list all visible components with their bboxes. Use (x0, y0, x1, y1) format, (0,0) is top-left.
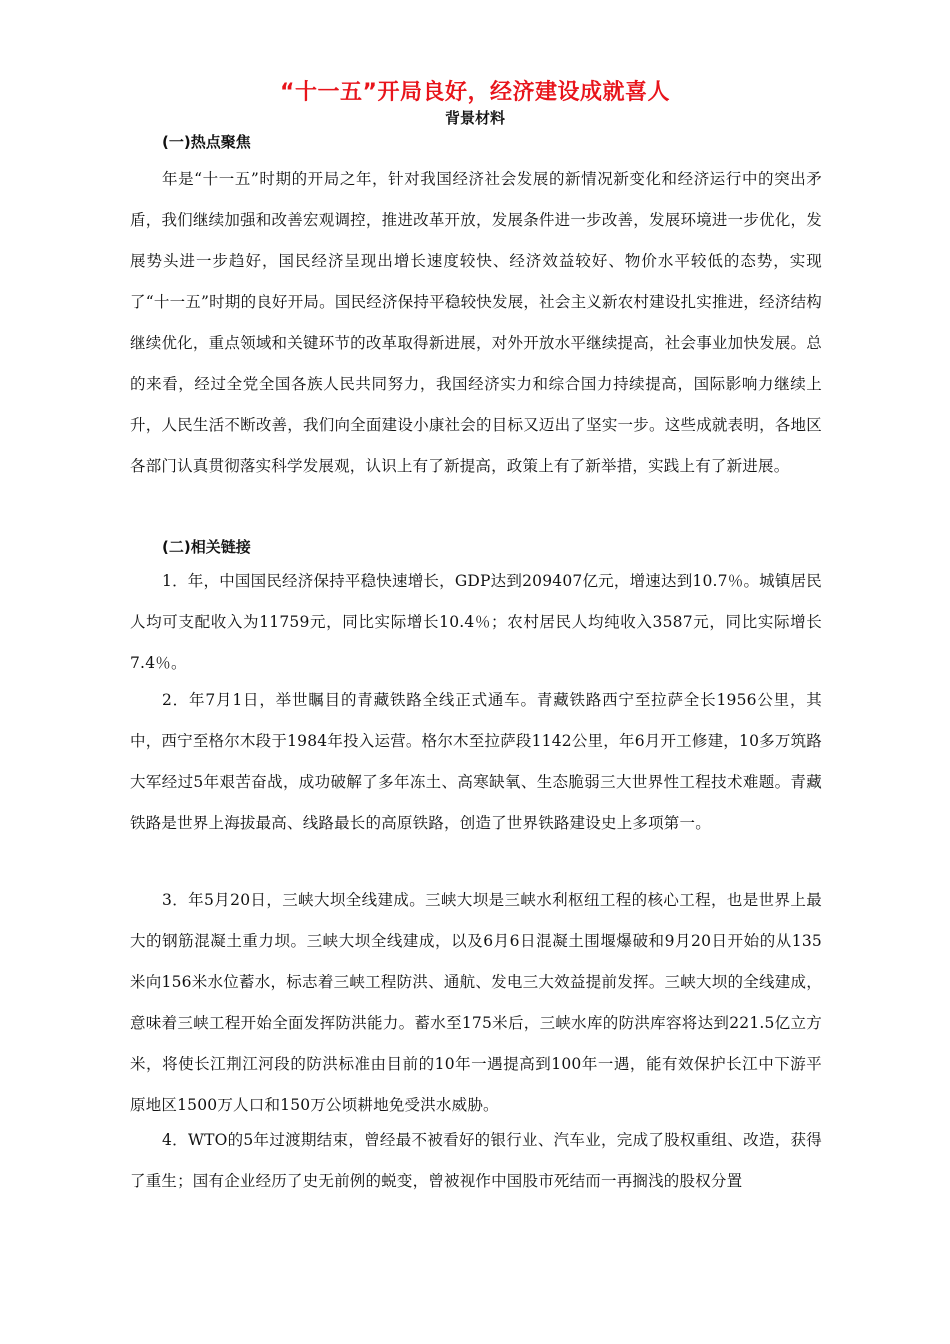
document-subtitle: 背景材料 (444, 109, 505, 127)
section-heading-hot-focus: (一)热点聚焦 (162, 133, 251, 151)
paragraph-hot-focus: 年是“十一五”时期的开局之年，针对我国经济社会发展的新情况新变化和经济运行中的突出矛盾，我们继续加强和改善宏观调控，推进改革开放，发展条件进一步改善，发展环境进一步优化，发展势头进一步趋好，国民经济呈现出增长速度较快、经济效益较好、物价水平较低的态势，实现了“十一五”时期的良好开局。国民经济保持平稳较快发展，社会主义新农村建设扎实推进，经济结构继续优化，重点领域和关键环节的改革取得新进展，对外开放水平继续提高，社会事业加快发展。总的来看，经过全党全国各族人民共同努力，我国经济实力和综合国力持续提高，国际影响力继续上升，人民生活不断改善，我们向全面建设小康社会的目标又迈出了坚实一步。这些成就表明，各地区各部门认真贯彻落实科学发展观，认识上有了新提高，政策上有了新举措，实践上有了新进展。 (130, 170, 822, 475)
paragraph-link-2: 2．年7月1日，举世瞩目的青藏铁路全线正式通车。青藏铁路西宁至拉萨全长1956公里，其中，西宁至格尔木段于1984年投入运营。格尔木至拉萨段1142公里，年6月开工修建，10多万筑路大军经过5年艰苦奋战，成功破解了多年冻土、高寒缺氧、生态脆弱三大世界性工程技术难题。青藏铁路是世界上海拔最高、线路最长的高原铁路，创造了世界铁路建设史上多项第一。 (130, 691, 822, 832)
section-heading-related-links: (二)相关链接 (162, 538, 251, 556)
paragraph-link-4: 4．WTO的5年过渡期结束，曾经最不被看好的银行业、汽车业，完成了股权重组、改造，获得了重生；国有企业经历了史无前例的蜕变，曾被视作中国股市死结而一再搁浅的股权分置 (130, 1131, 822, 1190)
paragraph-link-1: 1．年，中国国民经济保持平稳快速增长，GDP达到209407亿元，增速达到10.7％。城镇居民人均可支配收入为11759元，同比实际增长10.4％；农村居民人均纯收入3587元，同比实际增长7.4％。 (130, 572, 822, 672)
document-title: “十一五”开局良好，经济建设成就喜人 (280, 80, 670, 105)
paragraph-link-3: 3．年5月20日，三峡大坝全线建成。三峡大坝是三峡水利枢纽工程的核心工程，也是世界上最大的钢筋混凝土重力坝。三峡大坝全线建成，以及6月6日混凝土围堰爆破和9月20日开始的从135米向156米水位蓄水，标志着三峡工程防洪、通航、发电三大效益提前发挥。三峡大坝的全线建成，意味着三峡工程开始全面发挥防洪能力。蓄水至175米后，三峡水库的防洪库容将达到221.5亿立方米，将使长江荆江河段的防洪标准由目前的10年一遇提高到100年一遇，能有效保护长江中下游平原地区1500万人口和150万公顷耕地免受洪水威胁。 (130, 891, 822, 1114)
